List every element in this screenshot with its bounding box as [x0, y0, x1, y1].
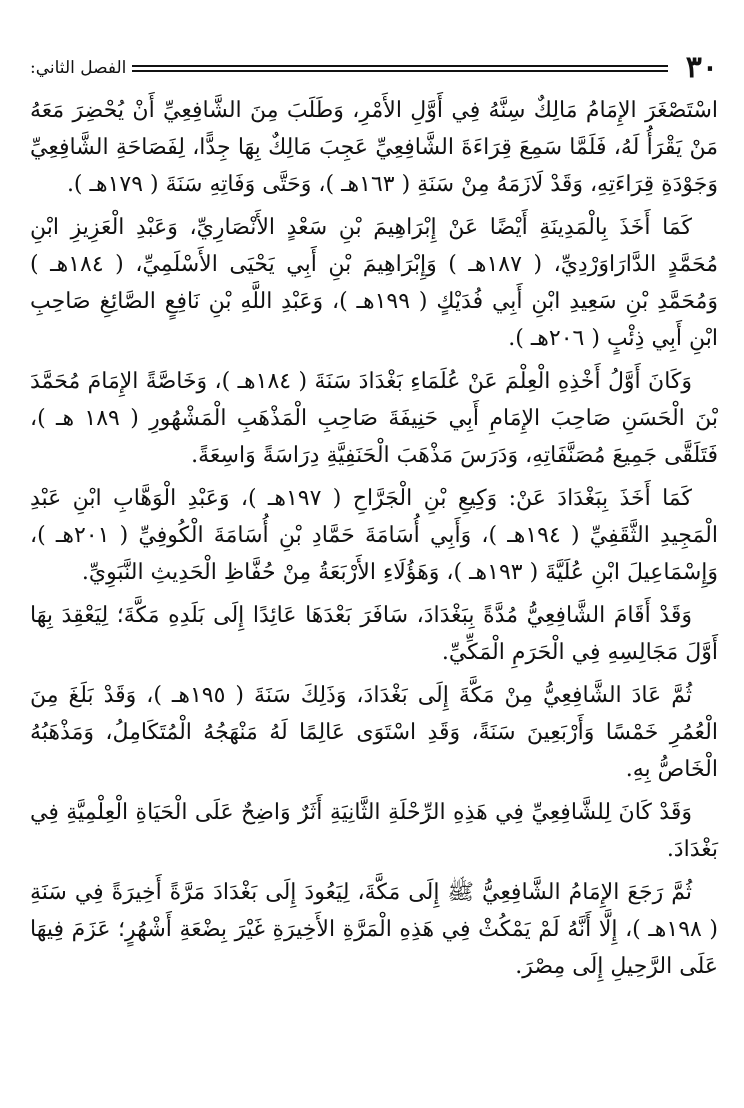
paragraph: وَقَدْ أَقَامَ الشَّافِعِيُّ مُدَّةً بِبَغْدَادَ، سَافَرَ بَعْدَهَا عَائِدًا إِلَى بَلَدِهِ مَكَّةَ؛ لِيَعْقِدَ بِهَا أَوَّلَ مَجَالِسِهِ فِي الْحَرَمِ الْمَكِّيِّ.: [30, 603, 718, 665]
paragraph: ثُمَّ عَادَ الشَّافِعِيُّ مِنْ مَكَّةَ إِلَى بَغْدَادَ، وَذَلِكَ سَنَةَ ( ١٩٥هـ )، وَقَدْ بَلَغَ مِنَ الْعُمُرِ خَمْسًا وَأَرْبَعِينَ سَنَةً، وَقَدِ اسْتَوَى عَالِمًا لَهُ مَنْهَجُهُ الْمُتَكَامِلُ، وَمَذْهَبُهُ الْخَاصُّ بِهِ.: [30, 683, 718, 782]
paragraph: ثُمَّ رَجَعَ الإِمَامُ الشَّافِعِيُّ ﷺ إِلَى مَكَّةَ، لِيَعُودَ إِلَى بَغْدَادَ مَرَّةً أَخِيرَةً فِي سَنَةِ ( ١٩٨هـ )، إِلَّا أَنَّهُ لَمْ يَمْكُثْ فِي هَذِهِ الْمَرَّةِ الأَخِيرَةِ غَيْرَ بِضْعَةِ أَشْهُرٍ؛ عَزَمَ فِيهَا عَلَى الرَّحِيلِ إِلَى مِصْرَ.: [30, 880, 718, 979]
header-rule: [132, 65, 667, 72]
paragraph: كَمَا أَخَذَ بِبَغْدَادَ عَنْ: وَكِيعِ بْنِ الْجَرَّاحِ ( ١٩٧هـ )، وَعَبْدِ الْوَهَّابِ ابْنِ عَبْدِ الْمَجِيدِ الثَّقَفِيِّ ( ١٩٤هـ )، وَأَبِي أُسَامَةَ حَمَّادِ بْنِ أُسَامَةَ الْكُوفِيِّ ( ٢٠١هـ )، وَإِسْمَاعِيلَ ابْنِ عُلَيَّةَ ( ١٩٣هـ )، وَهَؤُلَاءِ الأَرْبَعَةُ مِنْ حُفَّاظِ الْحَدِيثِ النَّبَوِيِّ.: [30, 486, 718, 585]
paragraph: كَمَا أَخَذَ بِالْمَدِينَةِ أَيْضًا عَنْ إِبْرَاهِيمَ بْنِ سَعْدٍ الأَنْصَارِيِّ، وَعَبْدِ الْعَزِيزِ ابْنِ مُحَمَّدٍ الدَّارَاوَرْدِيِّ، ( ١٨٧هـ ) وَإِبْرَاهِيمَ بْنِ أَبِي يَحْيَى الأَسْلَمِيِّ، ( ١٨٤هـ ) وَمُحَمَّدِ بْنِ سَعِيدِ ابْنِ أَبِي فُدَيْكٍ ( ١٩٩هـ )، وَعَبْدِ اللَّهِ بْنِ نَافِعٍ الصَّائِغِ صَاحِبِ ابْنِ أَبِي ذِئْبٍ ( ٢٠٦هـ ).: [30, 215, 718, 351]
page-number: ٣٠: [685, 50, 718, 85]
paragraph: وَقَدْ كَانَ لِلشَّافِعِيِّ فِي هَذِهِ الرِّحْلَةِ الثَّانِيَةِ أَثَرٌ وَاضِحٌ عَلَى الْحَيَاةِ الْعِلْمِيَّةِ فِي بَغْدَادَ.: [30, 800, 718, 862]
chapter-title: الفصل الثاني:: [30, 58, 127, 78]
page-header: [30, 48, 718, 88]
paragraph: اسْتَصْغَرَ الإِمَامُ مَالِكٌ سِنَّهُ فِي أَوَّلِ الأَمْرِ، وَطَلَبَ مِنَ الشَّافِعِيِّ أَنْ يُحْضِرَ مَعَهُ مَنْ يَقْرَأُ لَهُ، فَلَمَّا سَمِعَ قِرَاءَةَ الشَّافِعِيِّ عَجِبَ مَالِكٌ بِهَا جِدًّا، لِفَصَاحَةِ الشَّافِعِيِّ وَجَوْدَةِ قِرَاءَتِهِ، وَقَدْ لَازَمَهُ مِنْ سَنَةِ ( ١٦٣هـ )، وَحَتَّى وَفَاتِهِ سَنَةَ ( ١٧٩هـ ).: [30, 98, 718, 197]
body-text: [30, 92, 718, 991]
paragraph: وَكَانَ أَوَّلُ أَخْذِهِ الْعِلْمَ عَنْ عُلَمَاءِ بَغْدَادَ سَنَةَ ( ١٨٤هـ )، وَخَاصَّةً الإِمَامَ مُحَمَّدَ بْنَ الْحَسَنِ صَاحِبَ الإِمَامِ أَبِي حَنِيفَةَ صَاحِبِ الْمَذْهَبِ الْمَشْهُورِ ( ١٨٩ هـ )، فَتَلَقَّى جَمِيعَ مُصَنَّفَاتِهِ، وَدَرَسَ مَذْهَبَ الْحَنَفِيَّةِ دِرَاسَةً وَاسِعَةً.: [30, 369, 719, 468]
